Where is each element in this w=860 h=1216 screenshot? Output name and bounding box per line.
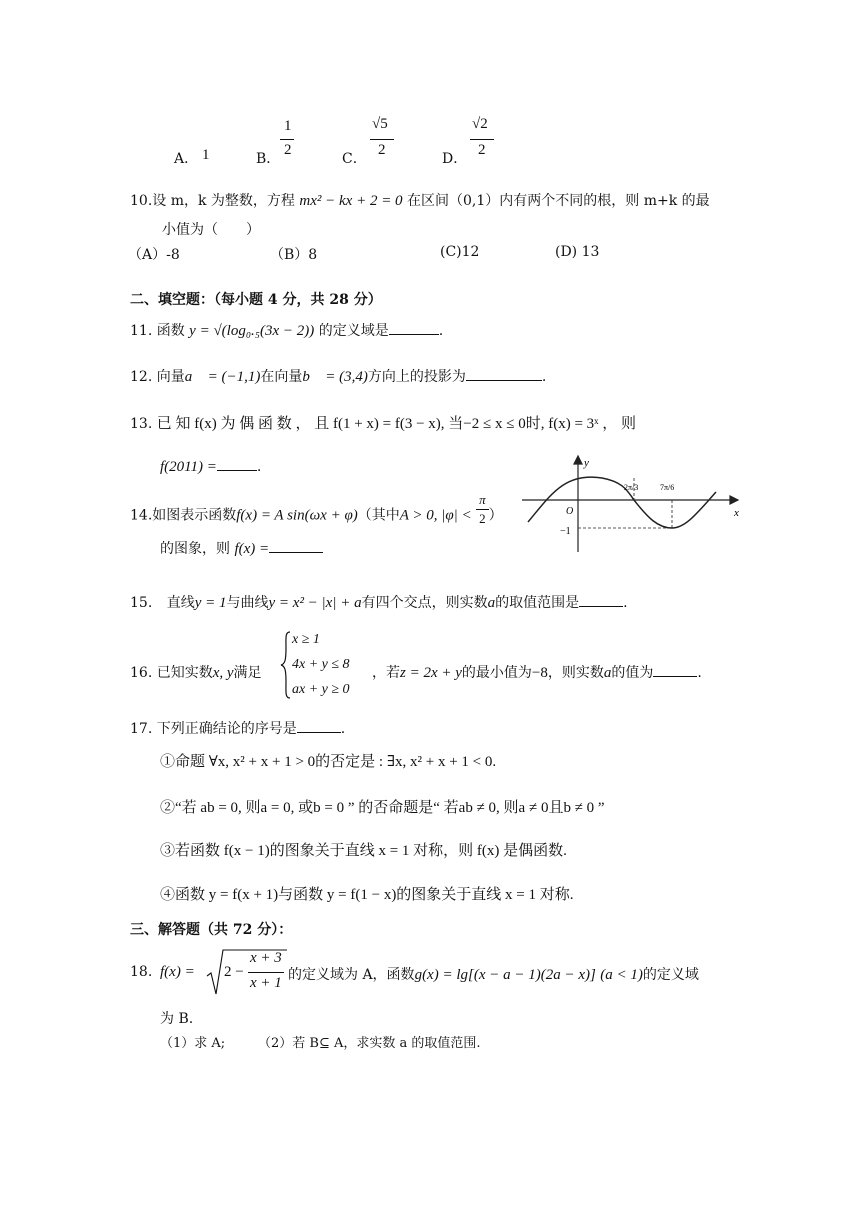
q14-pi-over-2 bbox=[476, 491, 489, 528]
q12-text: 在向量 bbox=[260, 369, 303, 385]
q17-item-3: ③若函数 f(x − 1)的图象关于直线 x = 1 对称，则 f(x) 是偶函数. bbox=[160, 843, 567, 859]
q13-line-1: 已 知 f(x) 为 偶 函 数 ， 且 f(1 + x) = f(3 − x), 当−2 ≤ x ≤ 0时, f(x) = 3ˣ ， 则 bbox=[156, 416, 637, 432]
q9-option-c-den: 2 bbox=[378, 142, 386, 158]
q9-option-b-den: 2 bbox=[284, 142, 292, 158]
q16-min-value: −8 bbox=[531, 665, 548, 681]
q18-text: 的定义域为 A，函数 bbox=[288, 967, 415, 983]
q10-suffix: 在区间（0,1）内有两个不同的根，则 m+k 的最 bbox=[407, 193, 710, 209]
question-12 bbox=[130, 366, 546, 386]
q12-text: 向量 bbox=[156, 369, 185, 385]
q14-text: 的图象，则 bbox=[160, 541, 230, 557]
q15-text: 有四个交点，则实数 bbox=[361, 595, 488, 611]
question-13-line-2 bbox=[160, 456, 261, 476]
fraction-bar bbox=[370, 139, 394, 140]
q14-condition: A > 0, |φ| < bbox=[399, 507, 472, 524]
q15-number: 15. bbox=[130, 595, 153, 611]
q15-curve-expr: y = x² − |x| + a bbox=[268, 595, 362, 611]
q9-option-b-num: 1 bbox=[284, 118, 292, 134]
q18-frac-den: x + 1 bbox=[250, 975, 282, 991]
q14-sine-graph bbox=[520, 452, 745, 557]
answer-blank[interactable] bbox=[217, 456, 257, 471]
q13-expression: f(2011) = bbox=[160, 459, 217, 475]
q11-number: 11. bbox=[130, 323, 153, 339]
q16-constraint-3: ax + y ≥ 0 bbox=[292, 682, 350, 697]
q12-text: 方向上的投影为 bbox=[367, 369, 466, 385]
q12-vector-a: a⃗ = (−1,1) bbox=[184, 369, 261, 385]
origin-label: O bbox=[566, 506, 574, 517]
section-3-title: 三、解答题（共 72 分）： bbox=[130, 922, 293, 938]
q18-condition: (a < 1) bbox=[600, 967, 643, 983]
q10-option-a: （A）-8 bbox=[128, 247, 180, 263]
q10-line-2: 小值为（ ） bbox=[162, 222, 260, 238]
q18-part-2: （2）若 B⊆ A，求实数 a 的取值范围. bbox=[258, 1036, 481, 1051]
question-16-tail bbox=[372, 662, 702, 682]
answer-blank[interactable] bbox=[297, 718, 341, 733]
q18-root-a: 2 − bbox=[224, 964, 244, 980]
answer-blank[interactable] bbox=[466, 366, 542, 381]
q16-constraint-2: 4x + y ≤ 8 bbox=[292, 657, 350, 672]
question-10-line-1 bbox=[130, 190, 710, 210]
q15-text: 直线 bbox=[166, 595, 195, 611]
fraction-bar bbox=[248, 972, 284, 973]
q14-text: （其中 bbox=[357, 507, 400, 524]
q16-number: 16. bbox=[130, 665, 153, 681]
q15-var: a bbox=[487, 595, 496, 611]
question-17 bbox=[130, 718, 345, 738]
q17-end: . bbox=[340, 721, 346, 737]
question-14-line-2 bbox=[160, 538, 323, 558]
fraction-bar bbox=[280, 139, 294, 140]
q18-number: 18. bbox=[130, 964, 153, 980]
fraction-bar bbox=[470, 139, 494, 140]
section-2-title: 二、填空题：（每小题 4 分，共 28 分） bbox=[130, 292, 382, 308]
y-axis-label: y bbox=[584, 457, 589, 469]
tick-label-2: 7π/6 bbox=[660, 483, 675, 492]
q16-text: 满足 bbox=[233, 665, 262, 681]
q9-option-d-den: 2 bbox=[478, 142, 486, 158]
q11-expression: y = √(log₀.₅(3x − 2)) bbox=[189, 323, 315, 339]
q18-gx: g(x) = lg[(x − a − 1)(2a − x)] bbox=[414, 967, 596, 983]
answer-blank[interactable] bbox=[269, 538, 323, 553]
q12-vector-b: b⃗ = (3,4) bbox=[302, 369, 368, 385]
q16-text: 已知实数 bbox=[156, 665, 213, 681]
q14-pi: π bbox=[476, 491, 489, 510]
q16-text: ，若 bbox=[372, 665, 400, 681]
q9-option-b-label: B． bbox=[256, 151, 281, 167]
q9-option-a-label: A． bbox=[174, 151, 199, 167]
q11-end: . bbox=[438, 323, 444, 339]
question-15 bbox=[130, 592, 628, 612]
sine-curve bbox=[528, 477, 716, 528]
q10-option-d: (D) 13 bbox=[555, 244, 600, 260]
q12-end: . bbox=[541, 369, 547, 385]
q17-item-4: ④函数 y = f(x + 1)与函数 y = f(1 − x)的图象关于直线 x = 1 对称. bbox=[160, 887, 574, 903]
q10-equation: mx² − kx + 2 = 0 bbox=[299, 193, 403, 209]
q16-var: a bbox=[603, 665, 612, 681]
answer-blank[interactable] bbox=[653, 662, 697, 677]
q11-text: 的定义域是 bbox=[318, 323, 389, 339]
q14-text: 14.如图表示函数 bbox=[130, 507, 237, 524]
q18-line-2: 为 B. bbox=[160, 1011, 194, 1027]
q9-option-a-value: 1 bbox=[202, 147, 210, 163]
q16-vars: x, y bbox=[212, 665, 234, 681]
q10-option-c: (C)12 bbox=[440, 244, 480, 260]
q16-text: 的值为 bbox=[611, 665, 654, 681]
q9-option-d-label: D． bbox=[442, 151, 468, 167]
q11-text: 函数 bbox=[156, 323, 185, 339]
q18-line-1 bbox=[288, 964, 699, 984]
tick-label-1: 2π/3 bbox=[624, 483, 639, 492]
q12-number: 12. bbox=[130, 369, 153, 385]
q14-two: 2 bbox=[479, 511, 486, 526]
q18-text: 的定义域 bbox=[642, 967, 699, 983]
q9-option-c-label: C． bbox=[342, 151, 367, 167]
q14-fx: f(x) = bbox=[234, 541, 270, 557]
q9-option-c-num: √5 bbox=[372, 116, 388, 132]
q13-number: 13. bbox=[130, 416, 153, 432]
q15-end: . bbox=[623, 595, 628, 611]
q18-lhs: f(x) = bbox=[160, 964, 195, 980]
question-14 bbox=[130, 492, 503, 528]
q15-text: 的取值范围是 bbox=[495, 595, 580, 611]
q10-prefix: 10.设 m，k 为整数，方程 bbox=[130, 193, 295, 209]
question-13 bbox=[130, 412, 636, 433]
q16-text: ，则实数 bbox=[547, 665, 604, 681]
q16-objective: z = 2x + y bbox=[400, 665, 462, 681]
q15-text: 与曲线 bbox=[226, 595, 269, 611]
q13-end: . bbox=[256, 459, 262, 475]
q17-item-2: ②“若 ab = 0, 则a = 0, 或b = 0 ” 的否命题是“ 若ab ≠ 0, 则a ≠ 0且b ≠ 0 ” bbox=[160, 800, 605, 816]
question-16 bbox=[130, 662, 262, 682]
q16-constraint-1: x ≥ 1 bbox=[292, 632, 320, 647]
q16-text: 的最小值为 bbox=[461, 665, 532, 681]
minus-one-label: −1 bbox=[560, 526, 571, 537]
answer-blank[interactable] bbox=[579, 592, 623, 607]
q18-part-1: （1）求 A; bbox=[160, 1036, 226, 1051]
q14-close: ） bbox=[488, 507, 503, 524]
q17-stem: 17. 下列正确结论的序号是 bbox=[130, 721, 297, 737]
q17-item-1: ①命题 ∀x, x² + x + 1 > 0的否定是 : ∃x, x² + x + 1 < 0. bbox=[160, 754, 497, 770]
q9-options bbox=[170, 112, 510, 170]
q10-option-b: （B）8 bbox=[270, 247, 318, 263]
q16-end: . bbox=[697, 665, 702, 681]
q18-frac-num: x + 3 bbox=[250, 950, 282, 966]
x-axis-label: x bbox=[734, 507, 739, 519]
q14-expression: f(x) = A sin(ωx + φ) bbox=[236, 507, 358, 524]
answer-blank[interactable] bbox=[389, 320, 439, 335]
q15-line-expr: y = 1 bbox=[194, 595, 227, 611]
question-11 bbox=[130, 320, 443, 340]
q9-option-d-num: √2 bbox=[472, 116, 488, 132]
